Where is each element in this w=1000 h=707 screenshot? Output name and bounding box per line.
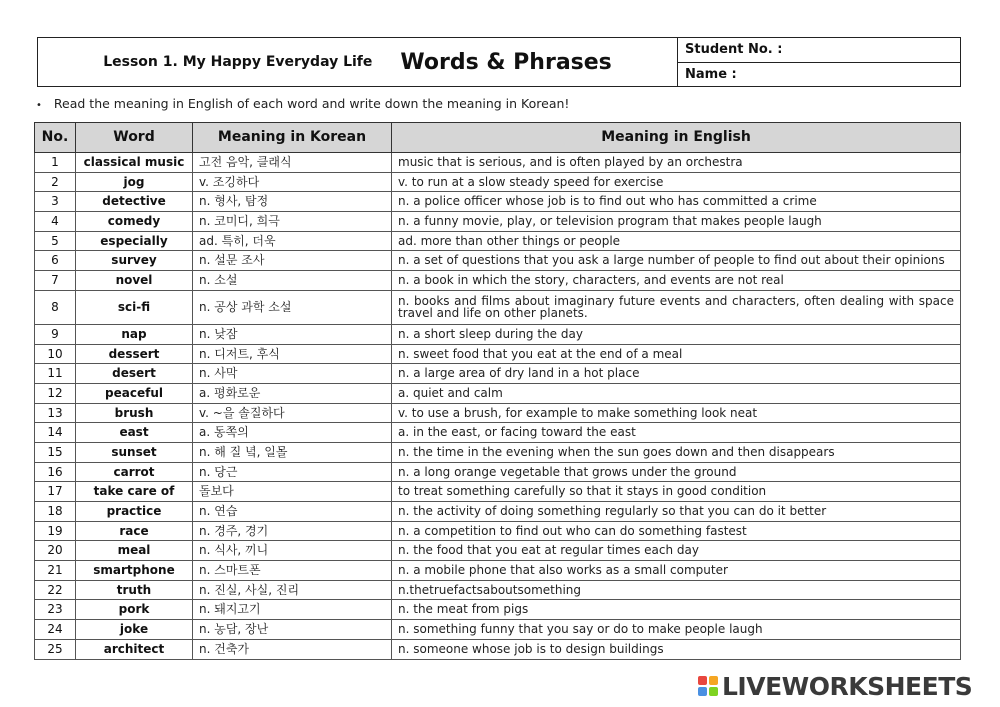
word-cell: comedy [76, 212, 193, 232]
korean-meaning-cell[interactable]: ad. 특히, 더욱 [193, 231, 392, 251]
english-meaning-cell: n. books and films about imaginary future events and characters, often dealing with space travel and life on other planets. [392, 290, 961, 324]
english-meaning-cell: n. a competition to find out who can do something fastest [392, 521, 961, 541]
word-cell: sci-fi [76, 290, 193, 324]
english-meaning-cell: n. the activity of doing something regularly so that you can do it better [392, 502, 961, 522]
row-number: 2 [35, 172, 76, 192]
korean-meaning-cell[interactable]: n. 설문 조사 [193, 251, 392, 271]
row-number: 1 [35, 153, 76, 173]
korean-meaning-cell[interactable]: n. 경주, 경기 [193, 521, 392, 541]
word-cell: desert [76, 364, 193, 384]
header-title-area [38, 38, 678, 86]
english-meaning-cell: a. in the east, or facing toward the east [392, 423, 961, 443]
english-meaning-cell: n. a short sleep during the day [392, 324, 961, 344]
table-row [35, 383, 961, 403]
word-cell: practice [76, 502, 193, 522]
korean-meaning-cell[interactable]: n. 스마트폰 [193, 561, 392, 581]
row-number: 25 [35, 639, 76, 659]
korean-meaning-cell[interactable]: n. 당근 [193, 462, 392, 482]
row-number: 22 [35, 580, 76, 600]
liveworksheets-logo [698, 673, 972, 699]
row-number: 12 [35, 383, 76, 403]
word-cell: dessert [76, 344, 193, 364]
table-row [35, 172, 961, 192]
logo-square [709, 676, 718, 685]
word-cell: architect [76, 639, 193, 659]
instruction [36, 96, 569, 111]
korean-meaning-cell[interactable]: n. 코미디, 희극 [193, 212, 392, 232]
name-label: Name : [685, 66, 737, 82]
row-number: 13 [35, 403, 76, 423]
table-row [35, 541, 961, 561]
row-number: 20 [35, 541, 76, 561]
korean-meaning-cell[interactable]: n. 형사, 탐정 [193, 192, 392, 212]
korean-meaning-cell[interactable]: n. 해 질 녘, 일몰 [193, 442, 392, 462]
korean-meaning-cell[interactable]: n. 낮잠 [193, 324, 392, 344]
row-number: 21 [35, 561, 76, 581]
table-row [35, 442, 961, 462]
table-row [35, 521, 961, 541]
english-meaning-cell: n. a large area of dry land in a hot place [392, 364, 961, 384]
word-cell: joke [76, 620, 193, 640]
english-meaning-cell: n.thetruefactsaboutsomething [392, 580, 961, 600]
word-cell: survey [76, 251, 193, 271]
table-row [35, 153, 961, 173]
english-meaning-cell: n. a mobile phone that also works as a small computer [392, 561, 961, 581]
english-meaning-cell: music that is serious, and is often played by an orchestra [392, 153, 961, 173]
row-number: 14 [35, 423, 76, 443]
student-no-field[interactable] [678, 38, 960, 62]
english-meaning-cell: n. someone whose job is to design buildings [392, 639, 961, 659]
row-number: 16 [35, 462, 76, 482]
english-meaning-cell: n. the food that you eat at regular times each day [392, 541, 961, 561]
english-meaning-cell: ad. more than other things or people [392, 231, 961, 251]
logo-square [709, 687, 718, 696]
logo-mark-icon [698, 676, 718, 696]
korean-meaning-cell[interactable]: n. 사막 [193, 364, 392, 384]
korean-meaning-cell[interactable]: n. 건축가 [193, 639, 392, 659]
korean-meaning-cell[interactable]: n. 돼지고기 [193, 600, 392, 620]
word-cell: nap [76, 324, 193, 344]
row-number: 3 [35, 192, 76, 212]
korean-meaning-cell[interactable]: n. 소설 [193, 271, 392, 291]
word-cell: carrot [76, 462, 193, 482]
table-row [35, 364, 961, 384]
word-cell: brush [76, 403, 193, 423]
row-number: 9 [35, 324, 76, 344]
table-row [35, 251, 961, 271]
word-cell: meal [76, 541, 193, 561]
english-meaning-cell: n. a funny movie, play, or television program that makes people laugh [392, 212, 961, 232]
word-cell: race [76, 521, 193, 541]
korean-meaning-cell[interactable]: n. 디저트, 후식 [193, 344, 392, 364]
korean-meaning-cell[interactable]: n. 연습 [193, 502, 392, 522]
table-row [35, 482, 961, 502]
table-row [35, 620, 961, 640]
word-cell: especially [76, 231, 193, 251]
korean-meaning-cell[interactable]: 고전 음악, 클래식 [193, 153, 392, 173]
student-no-label: Student No. : [685, 42, 783, 58]
table-row [35, 324, 961, 344]
korean-meaning-cell[interactable]: v. 조깅하다 [193, 172, 392, 192]
table-row [35, 231, 961, 251]
korean-meaning-cell[interactable]: a. 동쪽의 [193, 423, 392, 443]
table-row [35, 212, 961, 232]
word-cell: truth [76, 580, 193, 600]
student-info-box [678, 38, 960, 86]
table-row [35, 403, 961, 423]
table-row [35, 271, 961, 291]
table-row [35, 561, 961, 581]
english-meaning-cell: n. the time in the evening when the sun goes down and then disappears [392, 442, 961, 462]
word-cell: detective [76, 192, 193, 212]
word-cell: classical music [76, 153, 193, 173]
table-row [35, 423, 961, 443]
column-header-english: Meaning in English [392, 123, 961, 153]
row-number: 7 [35, 271, 76, 291]
english-meaning-cell: v. to run at a slow steady speed for exercise [392, 172, 961, 192]
row-number: 17 [35, 482, 76, 502]
korean-meaning-cell[interactable]: n. 농담, 장난 [193, 620, 392, 640]
word-cell: novel [76, 271, 193, 291]
word-cell: sunset [76, 442, 193, 462]
row-number: 23 [35, 600, 76, 620]
table-row [35, 192, 961, 212]
row-number: 11 [35, 364, 76, 384]
logo-text: LIVEWORKSHEETS [722, 671, 973, 701]
worksheet-title: Words & Phrases [400, 49, 612, 75]
row-number: 8 [35, 290, 76, 324]
row-number: 18 [35, 502, 76, 522]
table-header-row [35, 123, 961, 153]
table-row [35, 462, 961, 482]
lesson-title: Lesson 1. My Happy Everyday Life [103, 54, 373, 70]
logo-square [698, 676, 707, 685]
english-meaning-cell: a. quiet and calm [392, 383, 961, 403]
english-meaning-cell: n. the meat from pigs [392, 600, 961, 620]
column-header-no: No. [35, 123, 76, 153]
instruction-text: Read the meaning in English of each word and write down the meaning in Korean! [53, 96, 570, 111]
english-meaning-cell: n. something funny that you say or do to make people laugh [392, 620, 961, 640]
korean-meaning-cell[interactable]: a. 평화로운 [193, 383, 392, 403]
english-meaning-cell: v. to use a brush, for example to make something look neat [392, 403, 961, 423]
korean-meaning-cell[interactable]: 돌보다 [193, 482, 392, 502]
name-field[interactable] [678, 62, 960, 87]
row-number: 5 [35, 231, 76, 251]
table-row [35, 502, 961, 522]
english-meaning-cell: n. a long orange vegetable that grows under the ground [392, 462, 961, 482]
english-meaning-cell: to treat something carefully so that it stays in good condition [392, 482, 961, 502]
word-cell: take care of [76, 482, 193, 502]
table-row [35, 344, 961, 364]
table-row [35, 600, 961, 620]
word-cell: pork [76, 600, 193, 620]
column-header-word: Word [76, 123, 193, 153]
korean-meaning-cell[interactable]: v. ~을 솔질하다 [193, 403, 392, 423]
word-cell: east [76, 423, 193, 443]
korean-meaning-cell[interactable]: n. 식사, 끼니 [193, 541, 392, 561]
english-meaning-cell: n. a police officer whose job is to find out who has committed a crime [392, 192, 961, 212]
row-number: 10 [35, 344, 76, 364]
word-cell: smartphone [76, 561, 193, 581]
row-number: 15 [35, 442, 76, 462]
korean-meaning-cell[interactable]: n. 공상 과학 소설 [193, 290, 392, 324]
column-header-korean: Meaning in Korean [193, 123, 392, 153]
row-number: 4 [35, 212, 76, 232]
bullet-icon: • [36, 100, 42, 111]
logo-square [698, 687, 707, 696]
english-meaning-cell: n. a book in which the story, characters, and events are not real [392, 271, 961, 291]
worksheet-header [37, 37, 961, 87]
english-meaning-cell: n. sweet food that you eat at the end of a meal [392, 344, 961, 364]
row-number: 24 [35, 620, 76, 640]
row-number: 19 [35, 521, 76, 541]
english-meaning-cell: n. a set of questions that you ask a large number of people to find out about their opinions [392, 251, 961, 271]
korean-meaning-cell[interactable]: n. 진실, 사실, 진리 [193, 580, 392, 600]
table-body [35, 153, 961, 660]
word-cell: peaceful [76, 383, 193, 403]
row-number: 6 [35, 251, 76, 271]
vocabulary-table [34, 122, 961, 660]
table-row [35, 290, 961, 324]
word-cell: jog [76, 172, 193, 192]
table-row [35, 580, 961, 600]
table-row [35, 639, 961, 659]
